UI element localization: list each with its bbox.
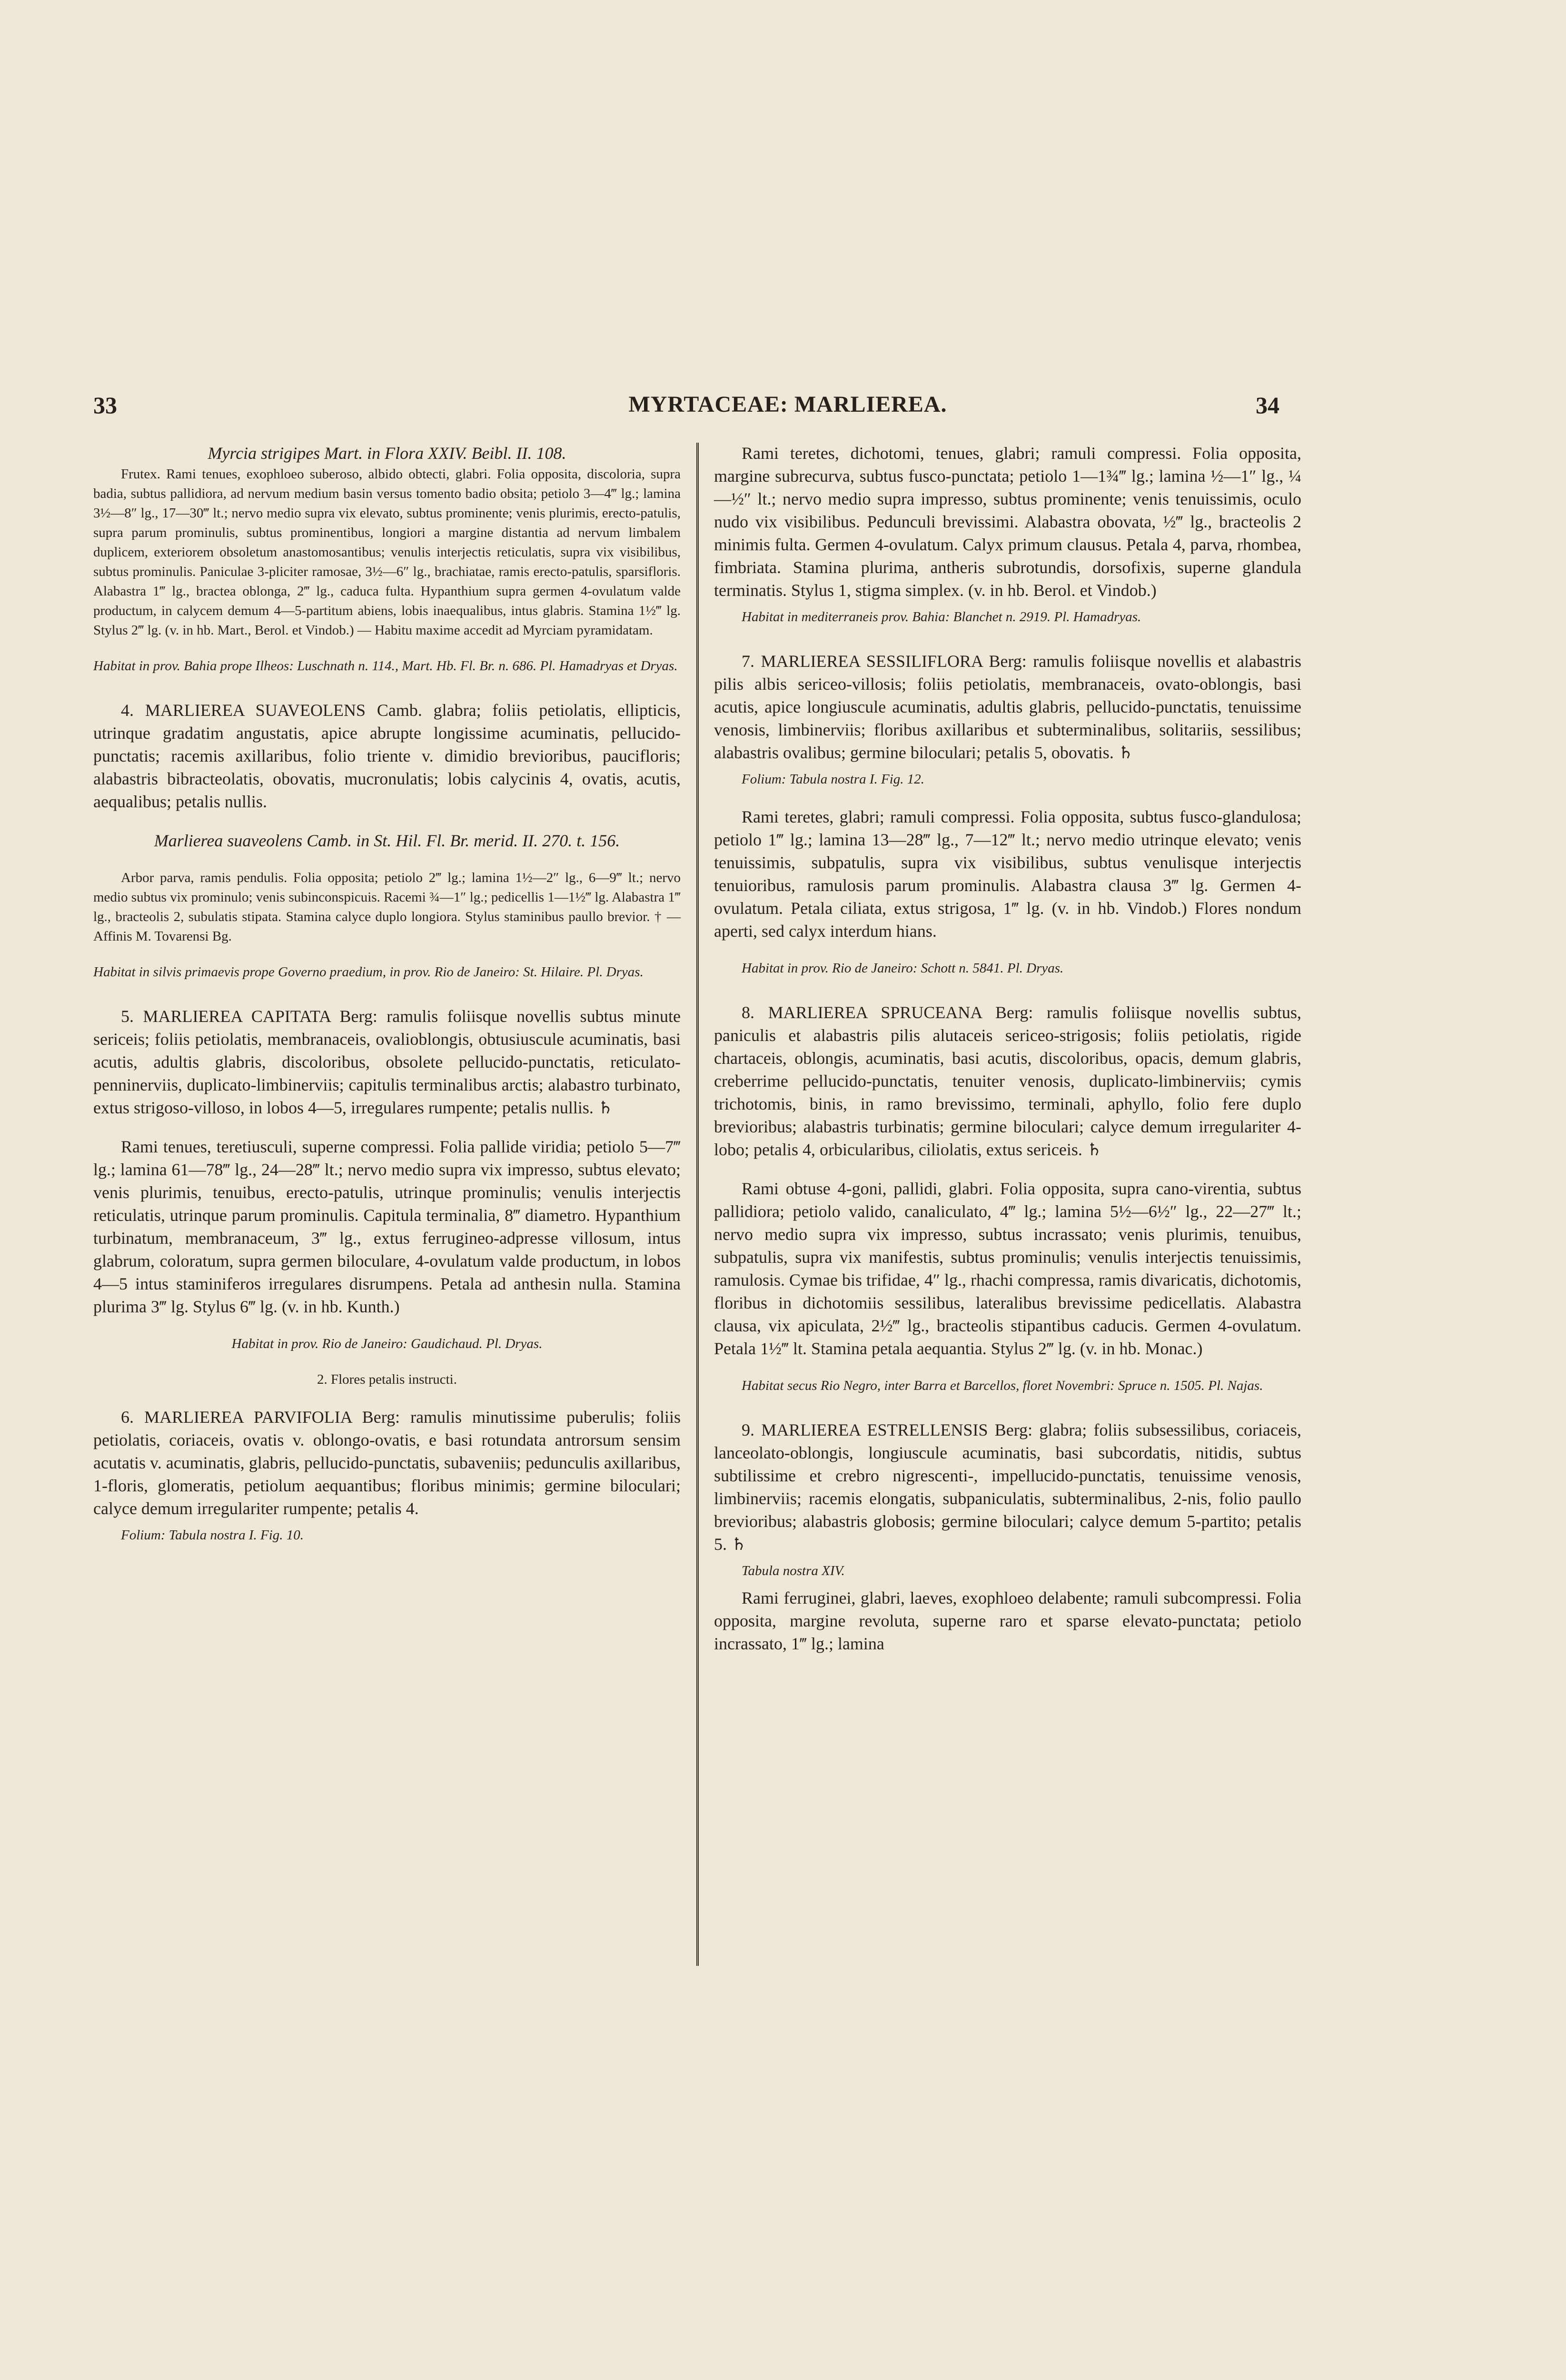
right-column-paragraph: Folium: Tabula nostra I. Fig. 12. [742,772,925,787]
left-column-paragraph: Habitat in prov. Bahia prope Ilheos: Luschnath n. 114., Mart. Hb. Fl. Br. n. 686. Pl. Hamadryas et Dryas. [93,658,678,674]
right-column-paragraph: 8. MARLIEREA SPRUCEANA Berg: ramulis foliisque novellis subtus, paniculis et alabastris pilis alutaceis sericeo-strigosis; foliis petiolatis, rigide chartaceis, oblongis, acuminatis, basi acutis, discoloribus, opacis, demum glabris, creberrime pellucido-punctatis, tenuiter venosis, duplicato-limbinerviis; cymis trichotomis, binis, in ramo brevissimo, terminali, aphyllo, folio fere duplo brevioribus; alabastris turbinatis; germine biloculari; calyce demum irregulariter 4-lobo; petalis 4, orbicularibus, ciliolatis, extus sericeis. ♄ [714,1003,1301,1159]
right-column-paragraph: Habitat secus Rio Negro, inter Barra et Barcellos, floret Novembri: Spruce n. 1505. Pl. Najas. [742,1378,1263,1393]
left-column-paragraph: 5. MARLIEREA CAPITATA Berg: ramulis foliisque novellis subtus minute sericeis; foliis petiolatis, membranaceis, ovalioblongis, obtusiuscule acuminatis, basi acutis, adultis glabris, discoloribus, obsolete pellucido-punctatis, reticulato-penninerviis, duplicato-limbinerviis; capitulis terminalibus arctis; alabastro turbinato, extus strigoso-villoso, in lobos 4—5, irregulares rumpente; petalis nullis. ♄ [93,1007,681,1117]
left-column-paragraph: 2. Flores petalis instructi. [317,1372,457,1387]
right-column [714,442,1301,1655]
running-head: MYRTACEAE: MARLIEREA. [628,392,947,417]
right-column-paragraph: Rami teretes, glabri; ramuli compressi. Folia opposita, subtus fusco-glandulosa; petiolo 1‴ lg.; lamina 13—28‴ lg., 7—12‴ lt.; nervo medio utrinque elevato; venis tenuissimis, subpatulis, supra vix visibilibus, subtus venulisque interjectis tenuioribus, ramulosis parum prominulis. Alabastra clausa 3‴ lg. Germen 4-ovulatum. Petala ciliata, extus strigosa, 1‴ lg. (v. in hb. Vindob.) Flores nondum aperti, sed calyx interdum hians. [714,807,1301,941]
right-column-paragraph: 9. MARLIEREA ESTRELLENSIS Berg: glabra; foliis subsessilibus, coriaceis, lanceolato-oblongis, longiuscule acuminatis, basi subcordatis, nitidis, subtus subtilissime et crebro nigrescenti-, impellucido-punctatis, tenuissime venosis, limbinerviis; racemis elongatis, subpaniculatis, subterminalibus, 2-nis, folio paullo brevioribus; alabastris globosis; germine biloculari; calyce demum 5-partito; petalis 5. ♄ [714,1420,1301,1554]
right-column-paragraph: Habitat in prov. Rio de Janeiro: Schott n. 5841. Pl. Dryas. [742,961,1064,976]
left-column-paragraph: Frutex. Rami tenues, exophloeo suberoso, albido obtecti, glabri. Folia opposita, discoloria, supra badia, subtus pallidiora, ad nervum medium basin versus tomento badio obsita; petiolo 3—4‴ lg.; lamina 3½—8″ lg., 17—30‴ lt.; nervo medio supra vix elevato, subtus prominente; venis plurimis, erecto-patulis, supra parum prominulis, subtus prominentibus, longiori a margine distantia ad nervum limbalem duplicem, exteriorem obsoletum anastomosantibus; venulis interjectis reticulatis, supra vix visibilibus, subtus prominulis. Paniculae 3-pliciter ramosae, 3½—6″ lg., brachiatae, ramis erecto-patulis, sparsifloris. Alabastra 1‴ lg., bractea oblonga, 2‴ lg., caduca fulta. Hypanthium supra germen 4-ovulatum valde productum, in calycem demum 4—5-partitum abiens, lobis inaequalibus, intus glabris. Stamina 1½‴ lg. Stylus 2‴ lg. (v. in hb. Mart., Berol. et Vindob.) — Habitu maxime accedit ad Myrciam pyramidatam. [93,466,681,638]
right-column-paragraph: Rami teretes, dichotomi, tenues, glabri; ramuli compressi. Folia opposita, margine subrecurva, subtus fusco-punctata; petiolo 1—1¾‴ lg.; lamina ½—1″ lg., ¼—½″ lt.; nervo medio supra impresso, subtus prominente; venis tenuissimis, oculo nudo vix visibilibus. Pedunculi brevissimi. Alabastra obovata, ½‴ lg., bracteolis 2 minimis fulta. Germen 4-ovulatum. Calyx primum clausus. Petala 4, parva, rhombea, fimbriata. Stamina plurima, antheris subrotundis, dorsofixis, superne glandula terminatis. Stylus 1, stigma simplex. (v. in hb. Berol. et Vindob.) [714,444,1301,600]
left-column-paragraph: Folium: Tabula nostra I. Fig. 10. [121,1527,304,1543]
right-column-paragraph: Habitat in mediterraneis prov. Bahia: Blanchet n. 2919. Pl. Hamadryas. [742,609,1141,625]
left-column-paragraph: Arbor parva, ramis pendulis. Folia opposita; petiolo 2‴ lg.; lamina 1½—2″ lg., 6—9‴ lt.; nervo medio subtus vix prominulo; venis subinconspicuis. Racemi ¾—1″ lg.; pedicellis 1—1½‴ lg. Alabastra 1‴ lg., bracteolis 2, subulatis stipata. Stamina calyce duplo longiora. Stylus staminibus paullo brevior. † — Affinis M. Tovarensi Bg. [93,870,681,944]
right-column-paragraph: Rami obtuse 4-goni, pallidi, glabri. Folia opposita, supra cano-virentia, subtus pallidiora; petiolo valido, canaliculato, 4‴ lg.; lamina 5½—6½″ lg., 22—27‴ lt.; nervo medio supra vix impresso, subtus incrassato; venis plurimis, tenuibus, subpatulis, supra vix manifestis, subtus prominulis; venulis interjectis tenuissimis, ramulosis. Cymae bis trifidae, 4″ lg., rhachi compressa, ramis divaricatis, dichotomis, floribus in dichotomiis sessilibus, lateralibus brevissime pedicellatis. Alabastra clausa, vix apiculata, 2½‴ lg., bracteolis stipantibus caducis. Germen 4-ovulatum. Petala 1½‴ lt. Stamina petala aequantia. Stylus 2‴ lg. (v. in hb. Monac.) [714,1179,1301,1358]
left-column-paragraph: 6. MARLIEREA PARVIFOLIA Berg: ramulis minutissime puberulis; foliis petiolatis, coriaceis, ovatis v. oblongo-ovatis, e basi rotundata antrorsum sensim acutatis v. acuminatis, glabris, pellucido-punctatis, subaveniis; pedunculis axillaribus, 1-floris, glomeratis, petiolum aequantibus; floribus minimis; germine biloculari; calyce demum irregulariter rumpente; petalis 4. [93,1408,681,1518]
left-column-paragraph: Myrcia strigipes Mart. in Flora XXIV. Beibl. II. 108. [208,444,566,463]
left-column-paragraph: 4. MARLIEREA SUAVEOLENS Camb. glabra; foliis petiolatis, ellipticis, utrinque gradatim angustatis, apice abrupte longissime acuminatis, pellucido-punctatis; racemis axillaribus, folio triente v. dimidio brevioribus, paucifloris; alabastris bibracteolatis, obovatis, mucronulatis; lobis calycinis 4, ovatis, acutis, aequalibus; petalis nullis. [93,701,681,811]
left-column-paragraph: Habitat in prov. Rio de Janeiro: Gaudichaud. Pl. Dryas. [231,1336,543,1351]
right-column-paragraph: Tabula nostra XIV. [742,1563,845,1578]
column-divider [696,443,699,1966]
right-column-paragraph: 7. MARLIEREA SESSILIFLORA Berg: ramulis foliisque novellis et alabastris pilis albis sericeo-villosis; foliis petiolatis, membranaceis, ovato-oblongis, basi acutis, apice longiuscule acuminatis, adultis glabris, pellucido-punctatis, tenuissime venosis, limbinerviis; floribus axillaribus et subterminalibus, solitariis, sessilibus; alabastris ovalibus; germine biloculari; petalis 5, obovatis. ♄ [714,652,1301,762]
left-column-paragraph: Marlierea suaveolens Camb. in St. Hil. Fl. Br. merid. II. 270. t. 156. [154,831,620,850]
page-number-left: 33 [93,392,117,418]
left-column-paragraph: Rami tenues, teretiusculi, superne compressi. Folia pallide viridia; petiolo 5—7‴ lg.; lamina 61—78‴ lg., 24—28‴ lt.; nervo medio supra vix impresso, subtus elevato; venis plurimis, tenuibus, erecto-patulis, utrinque prominulis; venulis interjectis reticulatis, utrinque parum prominulis. Capitula terminalia, 8‴ diametro. Hypanthium turbinatum, membranaceum, 3‴ lg., extus ferrugineo-adpresse villosum, intus glabrum, coloratum, supra germen biloculare, 4-ovulatum valde productum, in lobos 4—5 intus staminiferos irregulares disrumpens. Petala ad anthesin nulla. Stamina plurima 3‴ lg. Stylus 6‴ lg. (v. in hb. Kunth.) [93,1137,681,1316]
left-column [93,442,681,1545]
left-column-paragraph: Habitat in silvis primaevis prope Governo praedium, in prov. Rio de Janeiro: St. Hilaire. Pl. Dryas. [93,964,644,980]
page-number-right: 34 [1256,392,1279,418]
right-column-paragraph: Rami ferruginei, glabri, laeves, exophloeo delabente; ramuli subcompressi. Folia opposita, margine revoluta, superne raro et sparse elevato-punctata; petiolo incrassato, 1‴ lg.; lamina [714,1588,1301,1653]
